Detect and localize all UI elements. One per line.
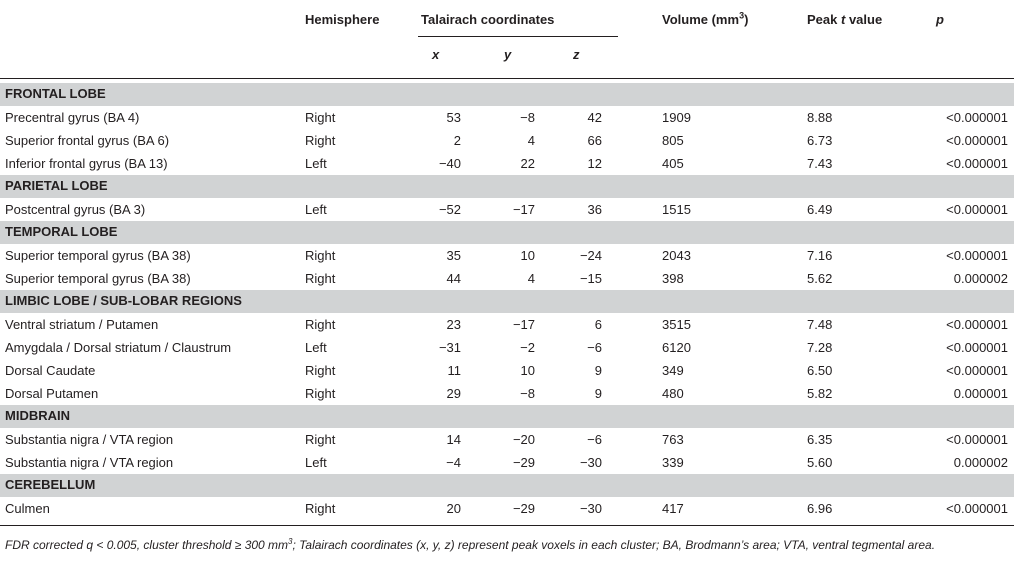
cell-x: 20 xyxy=(446,501,461,516)
cell-x: 23 xyxy=(446,317,461,332)
cell-region: Substantia nigra / VTA region xyxy=(5,432,174,447)
cell-x: 2 xyxy=(453,133,461,148)
cell-hemisphere: Left xyxy=(305,156,327,171)
cell-hemisphere: Right xyxy=(305,317,336,332)
cell-hemisphere: Right xyxy=(305,133,336,148)
cell-volume: 805 xyxy=(662,133,684,148)
table-row xyxy=(0,313,1014,336)
cell-y: 22 xyxy=(520,156,535,171)
table-row xyxy=(0,428,1014,451)
cell-y: −17 xyxy=(512,317,535,332)
table-row xyxy=(0,359,1014,382)
cell-x: −40 xyxy=(438,156,461,171)
header-y: y xyxy=(504,47,512,62)
cell-peak-t: 5.60 xyxy=(807,455,833,470)
cell-volume: 417 xyxy=(662,501,684,516)
cell-region: Superior temporal gyrus (BA 38) xyxy=(5,248,191,263)
cell-peak-t: 8.88 xyxy=(807,110,833,125)
cell-y: 10 xyxy=(520,363,535,378)
cell-x: 53 xyxy=(446,110,461,125)
cell-volume: 398 xyxy=(662,271,684,286)
cell-peak-t: 7.48 xyxy=(807,317,833,332)
cell-x: 14 xyxy=(446,432,461,447)
cell-x: 29 xyxy=(446,386,461,401)
bottom-rule xyxy=(0,525,1014,526)
table-footnote: FDR corrected q < 0.005, cluster threshold ≥ 300 $mm^3$; Talairach coordinates (x, y, z) represent peak voxels in each cluster; BA, Brodmann’s area; VTA, ventral tegmental area. xyxy=(5,537,936,552)
header-peak-t: Peak t value xyxy=(807,12,883,27)
section-header xyxy=(0,221,1014,244)
cell-y: −8 xyxy=(520,386,535,401)
cell-peak-t: 6.50 xyxy=(807,363,833,378)
cell-p: <0.000001 xyxy=(946,340,1008,355)
cell-x: −31 xyxy=(438,340,461,355)
cell-x: −52 xyxy=(438,202,461,217)
table-row xyxy=(0,497,1014,520)
section-header xyxy=(0,290,1014,313)
cell-region: Postcentral gyrus (BA 3) xyxy=(5,202,146,217)
cell-region: Inferior frontal gyrus (BA 13) xyxy=(5,156,168,171)
header-hemisphere: Hemisphere xyxy=(305,12,380,27)
cell-p: <0.000001 xyxy=(946,432,1008,447)
cell-p: <0.000001 xyxy=(946,110,1008,125)
cell-volume: 763 xyxy=(662,432,684,447)
header-volume: Volume $(mm^3)$ xyxy=(662,10,749,27)
cell-peak-t: 7.28 xyxy=(807,340,833,355)
cell-x: −4 xyxy=(446,455,461,470)
cell-p: 0.000002 xyxy=(953,455,1008,470)
cell-x: 11 xyxy=(447,363,461,378)
cell-volume: 6120 xyxy=(662,340,691,355)
cell-hemisphere: Right xyxy=(305,501,336,516)
cell-z: 42 xyxy=(587,110,602,125)
cell-y: −17 xyxy=(512,202,535,217)
section-title: LIMBIC LOBE / SUB-LOBAR REGIONS xyxy=(5,293,242,308)
section-title: CEREBELLUM xyxy=(5,477,96,492)
table-row xyxy=(0,198,1014,221)
cell-x: 44 xyxy=(446,271,461,286)
cell-region: Amygdala / Dorsal striatum / Claustrum xyxy=(5,340,232,355)
cell-z: −30 xyxy=(579,455,602,470)
table-row xyxy=(0,451,1014,474)
cell-peak-t: 6.49 xyxy=(807,202,833,217)
cell-volume: 480 xyxy=(662,386,684,401)
cell-p: <0.000001 xyxy=(946,202,1008,217)
cell-peak-t: 7.43 xyxy=(807,156,833,171)
cell-hemisphere: Left xyxy=(305,340,327,355)
cell-p: <0.000001 xyxy=(946,133,1008,148)
cell-hemisphere: Left xyxy=(305,202,327,217)
cell-z: 36 xyxy=(587,202,602,217)
cell-z: −30 xyxy=(579,501,602,516)
cell-p: <0.000001 xyxy=(946,317,1008,332)
cell-hemisphere: Right xyxy=(305,110,336,125)
table-row xyxy=(0,244,1014,267)
cell-hemisphere: Right xyxy=(305,432,336,447)
cell-volume: 339 xyxy=(662,455,684,470)
cell-region: Superior temporal gyrus (BA 38) xyxy=(5,271,191,286)
cell-hemisphere: Right xyxy=(305,386,336,401)
cell-z: −6 xyxy=(587,432,602,447)
cell-z: −15 xyxy=(579,271,602,286)
cell-p: <0.000001 xyxy=(946,501,1008,516)
section-header xyxy=(0,83,1014,106)
cell-z: 9 xyxy=(594,386,602,401)
cell-peak-t: 6.96 xyxy=(807,501,833,516)
header-x: x xyxy=(432,47,440,62)
cell-peak-t: 7.16 xyxy=(807,248,833,263)
cell-p: <0.000001 xyxy=(946,363,1008,378)
header-p: p xyxy=(936,12,944,27)
section-header xyxy=(0,405,1014,428)
table-row xyxy=(0,382,1014,405)
cell-volume: 349 xyxy=(662,363,684,378)
cell-y: −8 xyxy=(520,110,535,125)
cell-region: Substantia nigra / VTA region xyxy=(5,455,174,470)
table-row xyxy=(0,129,1014,152)
cell-y: 10 xyxy=(520,248,535,263)
cell-p: <0.000001 xyxy=(946,156,1008,171)
cell-region: Culmen xyxy=(5,501,50,516)
section-header xyxy=(0,474,1014,497)
cell-hemisphere: Right xyxy=(305,363,336,378)
table-row xyxy=(0,106,1014,129)
cell-peak-t: 5.82 xyxy=(807,386,833,401)
talairach-underline xyxy=(418,36,618,37)
cell-y: −29 xyxy=(512,455,535,470)
cell-hemisphere: Right xyxy=(305,248,336,263)
cell-y: −29 xyxy=(512,501,535,516)
cell-hemisphere: Right xyxy=(305,271,336,286)
cell-peak-t: 5.62 xyxy=(807,271,833,286)
cell-z: −6 xyxy=(587,340,602,355)
section-title: PARIETAL LOBE xyxy=(5,178,108,193)
cell-peak-t: 6.73 xyxy=(807,133,833,148)
cell-y: 4 xyxy=(527,271,535,286)
cell-x: 35 xyxy=(446,248,461,263)
table-row xyxy=(0,267,1014,290)
cell-region: Precentral gyrus (BA 4) xyxy=(5,110,140,125)
header-rule xyxy=(0,78,1014,79)
cell-y: −20 xyxy=(512,432,535,447)
section-title: MIDBRAIN xyxy=(5,408,70,423)
cell-volume: 1515 xyxy=(662,202,691,217)
cell-region: Dorsal Putamen xyxy=(5,386,99,401)
section-title: TEMPORAL LOBE xyxy=(5,224,118,239)
cell-region: Ventral striatum / Putamen xyxy=(5,317,159,332)
section-header xyxy=(0,175,1014,198)
cell-y: 4 xyxy=(527,133,535,148)
cell-volume: 1909 xyxy=(662,110,691,125)
cell-z: 6 xyxy=(594,317,602,332)
cell-p: <0.000001 xyxy=(946,248,1008,263)
table-row xyxy=(0,336,1014,359)
cell-volume: 2043 xyxy=(662,248,691,263)
cell-volume: 3515 xyxy=(662,317,691,332)
cell-hemisphere: Left xyxy=(305,455,327,470)
cell-z: 12 xyxy=(587,156,602,171)
table-row xyxy=(0,152,1014,175)
header-talairach: Talairach coordinates xyxy=(421,12,555,27)
cell-z: 66 xyxy=(587,133,602,148)
cell-volume: 405 xyxy=(662,156,684,171)
cell-y: −2 xyxy=(520,340,535,355)
cell-region: Superior frontal gyrus (BA 6) xyxy=(5,133,170,148)
cell-p: 0.000001 xyxy=(953,386,1008,401)
cell-z: 9 xyxy=(594,363,602,378)
cell-peak-t: 6.35 xyxy=(807,432,833,447)
cell-p: 0.000002 xyxy=(953,271,1008,286)
cell-region: Dorsal Caudate xyxy=(5,363,96,378)
cell-z: −24 xyxy=(579,248,602,263)
section-title: FRONTAL LOBE xyxy=(5,86,106,101)
header-z: z xyxy=(573,47,580,62)
